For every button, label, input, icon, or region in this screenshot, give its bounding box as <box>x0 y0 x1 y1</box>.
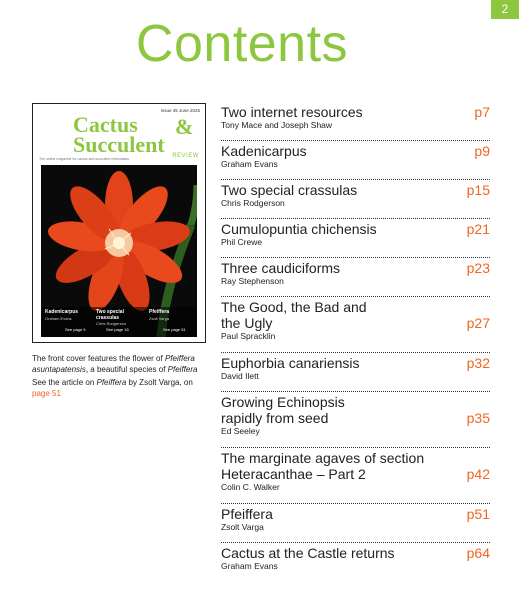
toc-title[interactable]: Kadenicarpus <box>221 143 307 159</box>
toc-entry[interactable] <box>221 102 490 141</box>
see-prefix: See the article on <box>32 378 97 387</box>
cover-caption-title: Two special crassulas <box>96 309 124 321</box>
cover-caption-author: Chris Rodgerson <box>96 321 127 326</box>
toc-entry[interactable] <box>221 180 490 219</box>
cover-caption-author: Graham Evans <box>45 315 72 321</box>
toc-author: David Ilett <box>221 371 259 381</box>
caption-line1: The front cover features the flower of <box>32 354 163 363</box>
toc-page-number[interactable]: p51 <box>466 506 490 522</box>
page-number-badge: 2 <box>491 0 519 19</box>
toc-page-number[interactable]: p15 <box>466 182 490 198</box>
toc-title[interactable]: Two special crassulas <box>221 182 358 198</box>
magazine-cover[interactable] <box>32 103 206 343</box>
toc-title[interactable]: Cactus at the Castle returns <box>221 545 395 561</box>
cover-caption-title: Pfeiffera <box>149 309 170 315</box>
toc-page-number[interactable]: p27 <box>466 315 490 331</box>
toc-entry[interactable] <box>221 448 490 504</box>
toc-author: Paul Spracklin <box>221 331 276 341</box>
toc-entry[interactable] <box>221 392 490 448</box>
toc-author: Chris Rodgerson <box>221 198 285 208</box>
toc-title[interactable]: Cumulopuntia chichensis <box>221 221 377 237</box>
see-suffix: by Zsolt Varga, on <box>126 378 193 387</box>
toc-page-number[interactable]: p7 <box>474 104 490 120</box>
toc-entry[interactable] <box>221 141 490 180</box>
toc-author: Graham Evans <box>221 561 278 571</box>
cover-caption-author: Zsolt Varga <box>149 315 170 321</box>
cover-caption-text <box>32 353 212 375</box>
toc-author: Colin C. Walker <box>221 482 280 492</box>
toc-title[interactable]: Pfeiffera <box>221 506 273 522</box>
toc-title[interactable]: The Good, the Bad and the Ugly <box>221 299 367 331</box>
cover-caption-title: Kadenicarpus <box>45 309 79 315</box>
toc-author: Phil Crewe <box>221 237 263 247</box>
toc-entry[interactable] <box>221 219 490 258</box>
cover-caption-item <box>45 309 93 332</box>
toc-author: Ed Seeley <box>221 426 260 436</box>
caption-line2: , a beautiful species of <box>85 365 168 374</box>
page-link[interactable]: page 51 <box>32 389 61 398</box>
caption-genus: Pfeiffera <box>167 365 198 374</box>
page-title: Contents <box>135 15 349 73</box>
toc-page-number[interactable]: p64 <box>466 545 490 561</box>
cover-logo-line2: Succulent <box>73 132 165 157</box>
toc-entry[interactable] <box>221 543 490 582</box>
toc-title[interactable]: Three caudiciforms <box>221 260 341 276</box>
cover-description <box>32 353 212 401</box>
toc-entry[interactable] <box>221 297 490 353</box>
toc-entry[interactable] <box>221 353 490 392</box>
toc-page-number[interactable]: p21 <box>466 221 490 237</box>
toc-author: Tony Mace and Joseph Shaw <box>221 120 333 130</box>
cover-logo-ampersand: & <box>175 114 194 139</box>
see-genus: Pfeiffera <box>96 378 127 387</box>
cover-tagline: The online magazine for cactus and succulent enthusiasts <box>39 157 129 161</box>
cover-flower-photo <box>41 165 197 337</box>
toc-author: Graham Evans <box>221 159 278 169</box>
toc-title[interactable]: Euphorbia canariensis <box>221 355 360 371</box>
cover-caption-page: See page 9 <box>65 327 86 332</box>
toc-author: Zsolt Varga <box>221 522 264 532</box>
cover-see-article <box>32 377 212 399</box>
toc-page-number[interactable]: p9 <box>474 143 490 159</box>
cover-captions <box>41 307 197 337</box>
toc-title[interactable]: Two internet resources <box>221 104 363 120</box>
toc-page-number[interactable]: p42 <box>466 466 490 482</box>
cover-caption-page: See page 15 <box>106 327 129 332</box>
toc-page-number[interactable]: p35 <box>466 410 490 426</box>
toc-title[interactable]: Growing Echinopsis rapidly from seed <box>221 394 345 426</box>
toc-page-number[interactable]: p23 <box>466 260 490 276</box>
toc-entry[interactable] <box>221 258 490 297</box>
toc-author: Ray Stephenson <box>221 276 284 286</box>
caption-species: Pfeiffera asuntapatensis <box>32 354 195 374</box>
cover-caption-item <box>149 309 193 332</box>
cover-issue-label: Issue 45 June 2025 <box>160 108 200 113</box>
toc-title[interactable]: The marginate agaves of section Heteracanthae – Part 2 <box>221 450 425 482</box>
cover-logo-line1: Cactus <box>73 112 138 137</box>
cover-caption-item <box>96 309 142 332</box>
cover-caption-page: See page 51 <box>163 327 186 332</box>
table-of-contents <box>221 102 490 582</box>
toc-entry[interactable] <box>221 504 490 543</box>
toc-page-number[interactable]: p32 <box>466 355 490 371</box>
cover-logo-review: REVIEW <box>172 153 199 159</box>
